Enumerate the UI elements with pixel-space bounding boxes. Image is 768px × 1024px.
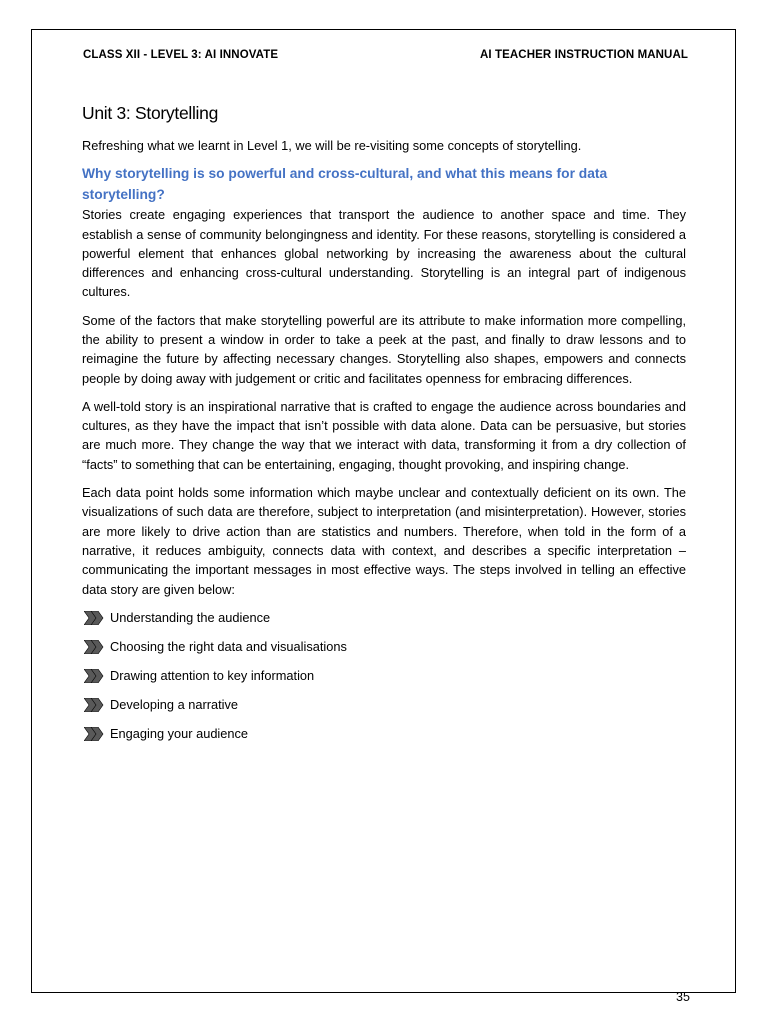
step-item: [82, 637, 686, 666]
step-label: Choosing the right data and visualisations: [110, 638, 347, 654]
header-course-title: CLASS XII - LEVEL 3: AI INNOVATE: [83, 49, 279, 61]
page-header: [83, 49, 688, 65]
steps-list: [82, 608, 686, 753]
step-label: Engaging your audience: [110, 725, 249, 741]
page-number: 35: [676, 990, 690, 1004]
body-paragraph: A well-told story is an inspirational narrative that is crafted to engage the audience across boundaries and cultures, as they have the impact that isn’t possible with data alone. Data can be persuasive, but stories are much more. They change the way that we interact with data, transforming it from a dry collection of “facts” to something that can be entertaining, engaging, thought provoking, and inspiring change.: [82, 398, 686, 472]
section-heading: Why storytelling is so powerful and cross-cultural, and what this means for data storytelling?: [82, 166, 608, 202]
step-label: Drawing attention to key information: [110, 667, 315, 683]
step-item: [82, 695, 686, 724]
body-paragraph: Some of the factors that make storytelling powerful are its attribute to make information more compelling, the ability to present a window in order to take a peek at the past, and finally to draw lessons and to reimagine the future by affecting necessary changes. Storytelling also shapes, empowers and connects people by doing away with judgement or critic and facilitates openness for embracing differences.: [82, 312, 686, 386]
step-item: [82, 666, 686, 695]
double-chevron-right-icon: [84, 698, 104, 712]
double-chevron-right-icon: [84, 669, 104, 683]
unit-title: Unit 3: Storytelling: [82, 103, 219, 123]
double-chevron-right-icon: [84, 611, 104, 625]
page-content: [82, 101, 686, 753]
intro-paragraph: Refreshing what we learnt in Level 1, we will be re-visiting some concepts of storytelling.: [82, 138, 582, 153]
step-item: [82, 724, 686, 753]
double-chevron-right-icon: [84, 640, 104, 654]
header-manual-title: AI TEACHER INSTRUCTION MANUAL: [480, 49, 688, 61]
step-item: [82, 608, 686, 637]
body-paragraph: Stories create engaging experiences that transport the audience to another space and time. They establish a sense of community belongingness and identity. For these reasons, storytelling is considered a powerful element that enhances global networking by increasing the awareness about the cultural differences and enhancing cross-cultural understanding. Storytelling is an integral part of indigenous cultures.: [82, 207, 686, 300]
step-label: Understanding the audience: [110, 609, 271, 625]
body-paragraph: Each data point holds some information which maybe unclear and contextually deficient on its own. The visualizations of such data are therefore, subject to interpretation (and misinterpretation). However, stories are more likely to drive action than are statistics and numbers. Therefore, when told in the form of a narrative, it reduces ambiguity, connects data with context, and describes a specific interpretation – communicating the important messages in most effective ways. The steps involved in telling an effective data story are given below:: [82, 485, 686, 597]
step-label: Developing a narrative: [110, 696, 239, 712]
double-chevron-right-icon: [84, 727, 104, 741]
